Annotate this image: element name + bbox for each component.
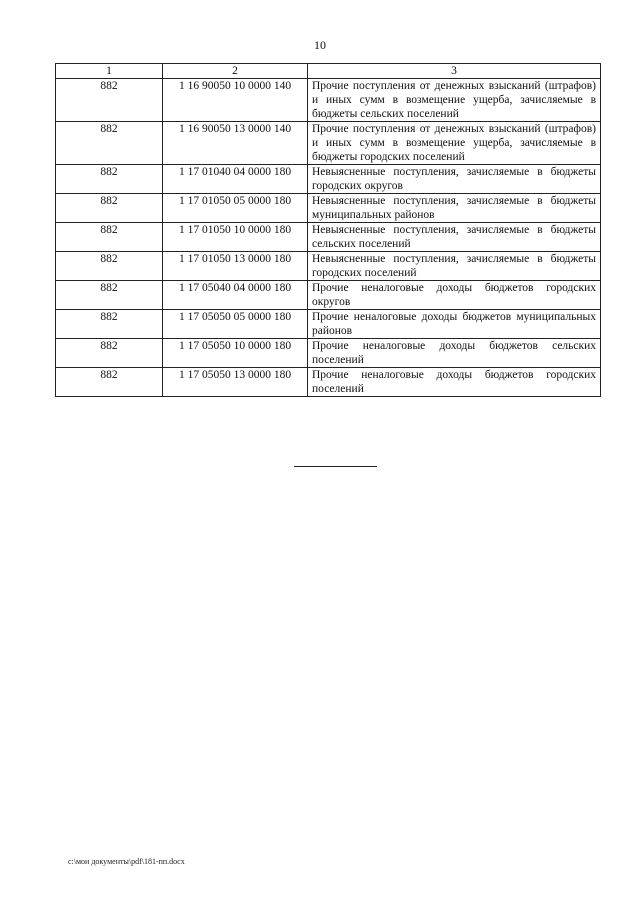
revenue-name-cell: Прочие неналоговые доходы бюджетов городских округов <box>308 281 601 310</box>
table-row <box>56 339 601 368</box>
revenue-code-cell: 1 17 01050 10 0000 180 <box>163 223 308 252</box>
revenue-name-cell: Прочие неналоговые доходы бюджетов сельских поселений <box>308 339 601 368</box>
admin-code-cell: 882 <box>56 368 163 397</box>
admin-code-cell: 882 <box>56 339 163 368</box>
table-row <box>56 79 601 122</box>
table-header-row <box>56 64 601 79</box>
revenue-code-cell: 1 17 05040 04 0000 180 <box>163 281 308 310</box>
table-row <box>56 122 601 165</box>
revenue-name-cell: Прочие поступления от денежных взысканий (штрафов) и иных сумм в возмещение ущерба, зачисляемые в бюджеты городских поселений <box>308 122 601 165</box>
admin-code-cell: 882 <box>56 252 163 281</box>
admin-code-cell: 882 <box>56 165 163 194</box>
revenue-code-cell: 1 17 05050 13 0000 180 <box>163 368 308 397</box>
revenue-name-cell: Невыясненные поступления, зачисляемые в бюджеты городских поселений <box>308 252 601 281</box>
revenue-code-cell: 1 17 05050 10 0000 180 <box>163 339 308 368</box>
revenue-code-cell: 1 16 90050 13 0000 140 <box>163 122 308 165</box>
revenue-codes-table <box>55 63 601 397</box>
admin-code-cell: 882 <box>56 122 163 165</box>
revenue-name-cell: Невыясненные поступления, зачисляемые в бюджеты муниципальных районов <box>308 194 601 223</box>
table-row <box>56 310 601 339</box>
column-header-3: 3 <box>308 64 601 79</box>
admin-code-cell: 882 <box>56 223 163 252</box>
revenue-name-cell: Невыясненные поступления, зачисляемые в бюджеты сельских поселений <box>308 223 601 252</box>
column-header-2: 2 <box>163 64 308 79</box>
table-row <box>56 368 601 397</box>
revenue-name-cell: Невыясненные поступления, зачисляемые в бюджеты городских округов <box>308 165 601 194</box>
table-row <box>56 165 601 194</box>
column-header-1: 1 <box>56 64 163 79</box>
admin-code-cell: 882 <box>56 194 163 223</box>
revenue-code-cell: 1 16 90050 10 0000 140 <box>163 79 308 122</box>
revenue-name-cell: Прочие поступления от денежных взысканий (штрафов) и иных сумм в возмещение ущерба, зачисляемые в бюджеты сельских поселений <box>308 79 601 122</box>
table-row <box>56 223 601 252</box>
revenue-code-cell: 1 17 01050 05 0000 180 <box>163 194 308 223</box>
end-of-document-rule <box>294 466 377 467</box>
revenue-code-cell: 1 17 01040 04 0000 180 <box>163 165 308 194</box>
admin-code-cell: 882 <box>56 310 163 339</box>
revenue-code-cell: 1 17 05050 05 0000 180 <box>163 310 308 339</box>
footer-file-path: c:\мои документы\pdf\181-пп.docx <box>68 857 185 866</box>
revenue-name-cell: Прочие неналоговые доходы бюджетов муниципальных районов <box>308 310 601 339</box>
table-row <box>56 252 601 281</box>
revenue-code-cell: 1 17 01050 13 0000 180 <box>163 252 308 281</box>
admin-code-cell: 882 <box>56 281 163 310</box>
admin-code-cell: 882 <box>56 79 163 122</box>
table-row <box>56 281 601 310</box>
page-number: 10 <box>314 38 326 52</box>
table-row <box>56 194 601 223</box>
revenue-name-cell: Прочие неналоговые доходы бюджетов городских поселений <box>308 368 601 397</box>
